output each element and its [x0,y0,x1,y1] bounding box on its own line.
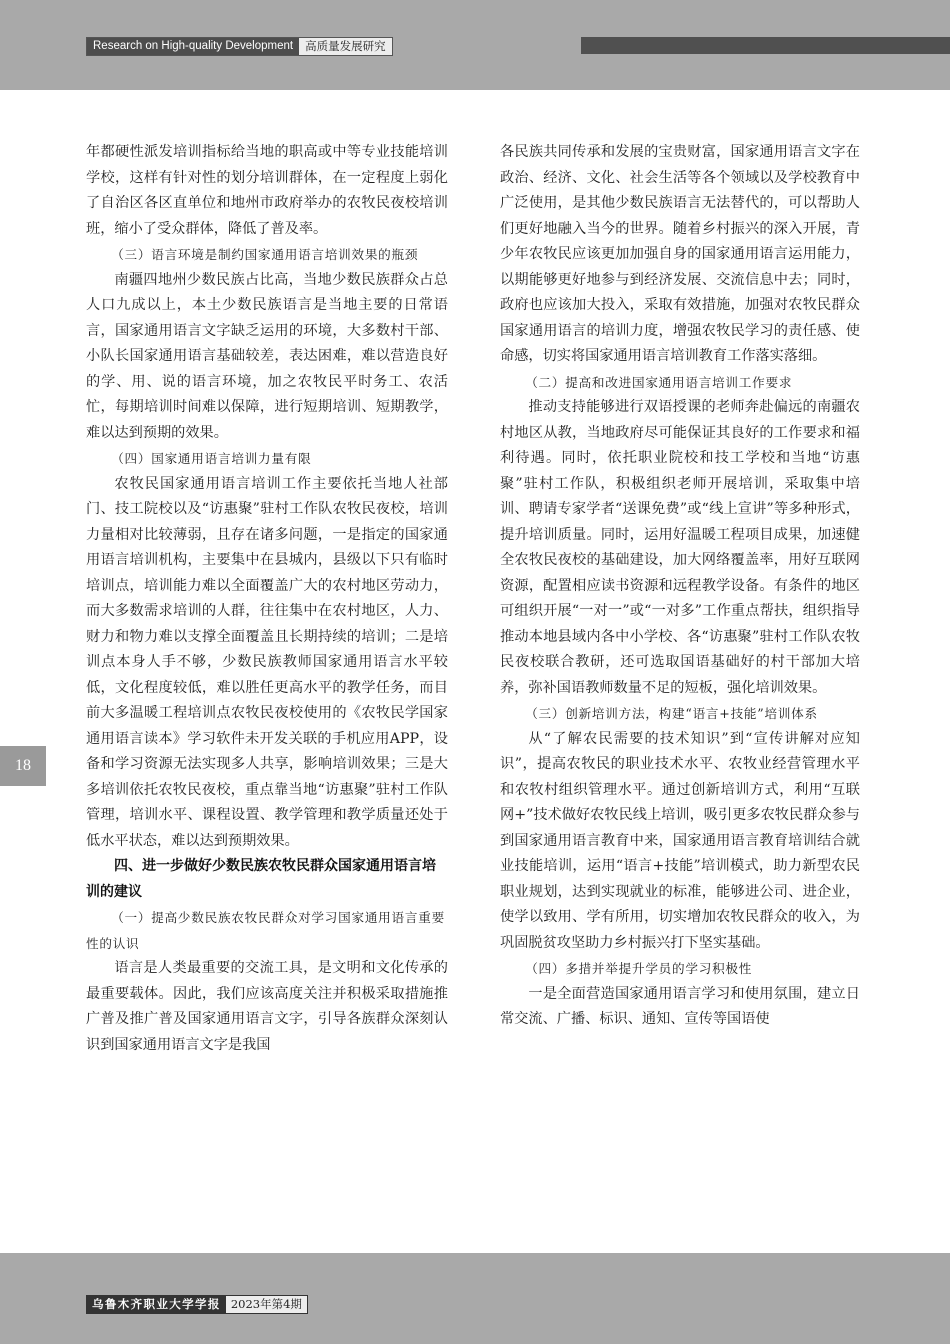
footer-journal-name: 乌鲁木齐职业大学学报 [87,1296,226,1313]
subsection-heading: （二）提高和改进国家通用语言培训工作要求 [525,374,793,390]
subsection-heading: （三）语言环境是制约国家通用语言培训效果的瓶颈 [111,247,419,262]
paragraph: 语言是人类最重要的交流工具，是文明和文化传承的最重要载体。因此，我们应该高度关注并积极采取措施推广普及推广普及国家通用语言文字，引导各族群众深刻认识到国家通用语言文字是我国 [86,960,448,1053]
journal-header-tag [86,37,393,56]
subsection-heading: （四）多措并举提升学员的学习积极性 [525,961,753,976]
section-heading: 四、进一步做好少数民族农牧民群众国家通用语言培训的建议 [86,858,436,900]
paragraph: 一是全面营造国家通用语言学习和使用氛围，建立日常交流、广播、标识、通知、宣传等国语使 [500,985,860,1027]
paragraph: 南疆四地州少数民族占比高，当地少数民族群众占总人口九成以上，本土少数民族语言是当地主要的日常语言，国家通用语言文字缺乏运用的环境，大多数村干部、小队长国家通用语言基础较差，表达困难，难以营造良好的学、用、说的语言环境，加之农牧民平时务工、农活忙，每期培训时间难以保障，进行短期培训、短期教学，难以达到预期的效果。 [86,271,448,441]
subsection-heading: （三）创新培训方法，构建“语言+技能”培训体系 [525,706,818,721]
journal-title-zh: 高质量发展研究 [299,38,392,55]
page-number: 18 [0,746,46,786]
right-column [500,140,860,1033]
subsection-heading: （四）国家通用语言培训力量有限 [111,451,312,466]
paragraph: 各民族共同传承和发展的宝贵财富，国家通用语言文字在政治、经济、文化、社会生活等各个领域以及学校教育中广泛使用，是其他少数民族语言无法替代的，可以帮助人们更好地融入当今的世界。随着乡村振兴的深入开展，青少年农牧民应该更加加强自身的国家通用语言运用能力，以期能够更好地参与到经济发展、交流信息中去；同时，政府也应该加大投入，采取有效措施，加强对农牧民群众国家通用语言的培训力度，增强农牧民学习的责任感、使命感，切实将国家通用语言培训教育工作落实落细。 [500,144,860,364]
paragraph: 从“了解农民需要的技术知识”到“宣传讲解对应知识”，提高农牧民的职业技术水平、农牧业经营管理水平和农牧村组织管理水平。通过创新培训方式，利用“互联网+”技术做好农牧民线上培训，吸引更多农牧民群众参与到国家通用语言教育中来，国家通用语言教育培训结合就业技能培训，运用“语言+技能”培训模式，助力新型农民职业规划，达到实现就业的标准，能够进公司、进企业，使学以致用、学有所用，切实增加农牧民群众的收入，为巩固脱贫攻坚助力乡村振兴打下坚实基础。 [500,730,860,951]
left-column [86,140,448,1058]
journal-footer-tag [86,1295,308,1314]
header-accent-bar [581,37,950,54]
subsection-heading: （一）提高少数民族农牧民群众对学习国家通用语言重要性的认识 [86,910,445,951]
paragraph: 农牧民国家通用语言培训工作主要依托当地人社部门、技工院校以及“访惠聚”驻村工作队农牧民夜校，培训力量相对比较薄弱，且存在诸多问题，一是指定的国家通用语言培训机构，主要集中在县城内，县级以下只有临时培训点，培训能力难以全面覆盖广大的农村地区劳动力，而大多数需求培训的人群，往往集中在农村地区，人力、财力和物力难以支撑全面覆盖且长期持续的培训；二是培训点本身人手不够，少数民族教师国家通用语言水平较低，文化程度较低，难以胜任更高水平的教学任务，而目前大多温暖工程培训点农牧民夜校使用的《农牧民学国家通用语言读本》学习软件未开发关联的手机应用APP，设备和学习资源无法实现多人共享，影响培训效果；三是大多培训依托农牧民夜校，重点靠当地“访惠聚”驻村工作队管理，培训水平、课程设置、教学管理和教学质量还处于低水平状态，难以达到预期效果。 [86,475,448,849]
paragraph: 年都硬性派发培训指标给当地的职高或中等专业技能培训学校，这样有针对性的划分培训群体，在一定程度上弱化了自治区各区直单位和地州市政府举办的农牧民夜校培训班，缩小了受众群体，降低了普及率。 [86,144,448,237]
footer-issue: 2023年第4期 [226,1296,307,1313]
journal-title-en: Research on High-quality Development [87,38,299,55]
paragraph: 推动支持能够进行双语授课的老师奔赴偏远的南疆农村地区从教，当地政府尽可能保证其良好的工作要求和福利待遇。同时，依托职业院校和技工学校和当地“访惠聚”驻村工作队，积极组织老师开展培训，采取集中培训、聘请专家学者“送课免费”或“线上宣讲”等多种形式，提升培训质量。同时，运用好温暖工程项目成果，加速健全农牧民夜校的基础建设，加大网络覆盖率，用好互联网资源，配置相应读书资源和远程教学设备。有条件的地区可组织开展“一对一”或“一对多”工作重点帮扶，组织指导推动本地县域内各中小学校、各“访惠聚”驻村工作队农牧民夜校联合教研，还可选取国语基础好的村干部加大培养，弥补国语教师数量不足的短板，强化培训效果。 [500,399,860,696]
